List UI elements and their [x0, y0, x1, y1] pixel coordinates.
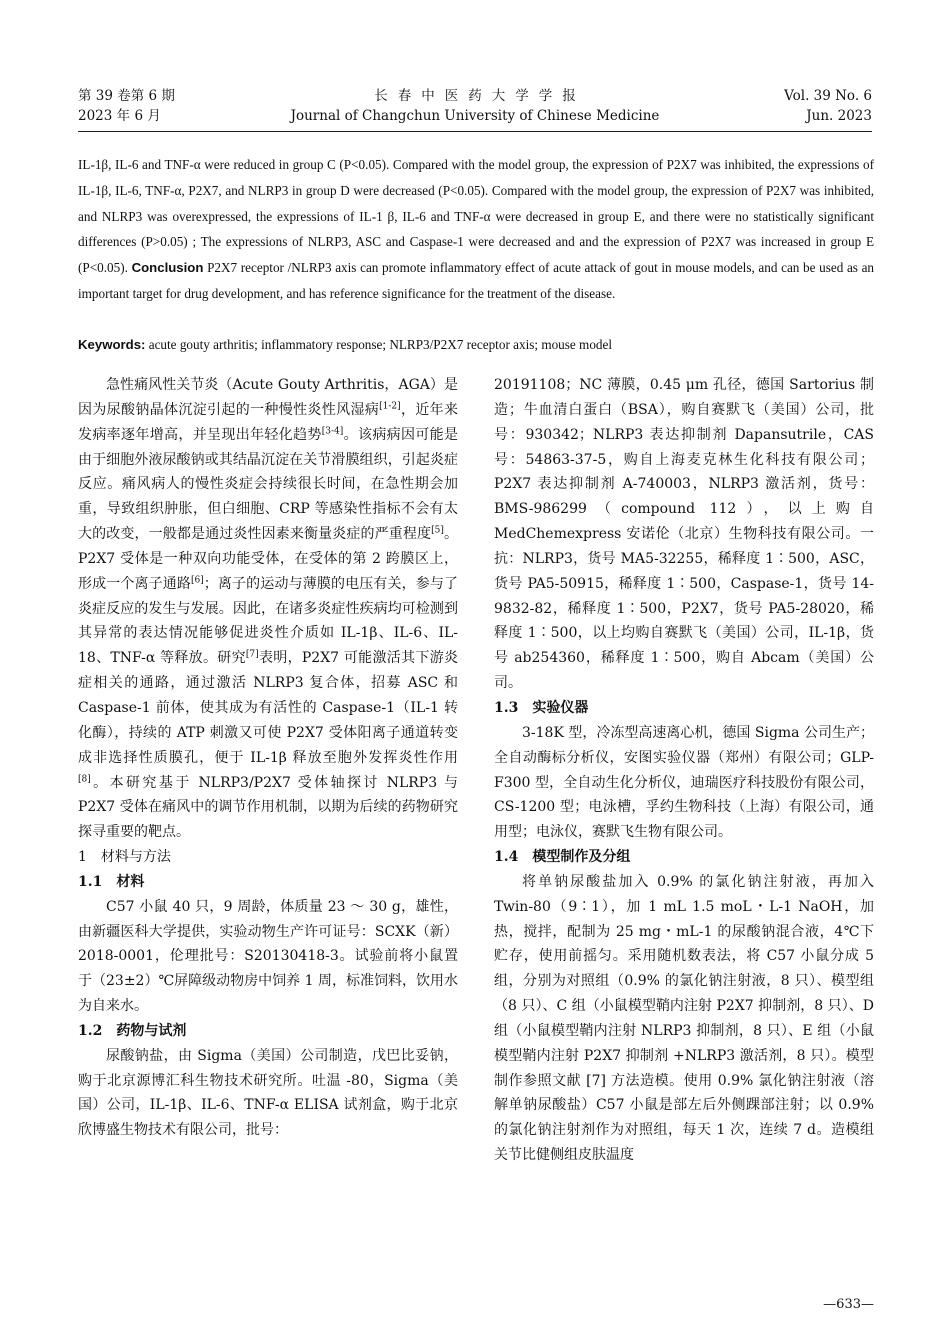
intro-text: ；离子的运动与薄膜的电压有关，参与了炎症反应的发生与发展。因此，在诸多炎症性疾病均可检测到其异常的表达情况能够促进炎性介质如 IL-1β、IL-6、IL-18、TNF-α 等释放。研究 [78, 575, 459, 667]
citation: [1-2] [379, 401, 401, 412]
citation: [6] [191, 575, 204, 586]
intro-text: 表明，P2X7 可能激活其下游炎症相关的通路，通过激活 NLRP3 复合体，招募 ASC 和 Caspase-1 前体，使其成为有活性的 Caspase-1（IL-1 转化酶），持续的 ATP 刺激又可使 P2X7 受体阳离子通道转变成非选择性质膜孔，便于 IL-1β 释放至胞外发挥炎性作用 [78, 650, 459, 766]
intro-text: 。P2X7 受体是一种双向功能受体，在受体的第 2 跨膜区上，形成一个离子通路 [78, 526, 458, 592]
section-heading-1: 1 材料与方法 [78, 849, 171, 866]
intro-paragraph [78, 373, 458, 845]
conclusion-text: P2X7 receptor /NLRP3 axis can promote inflammatory effect of acute attack of gout in mouse models, and can be used as an important target for drug development, and has reference significance for the treatment of the disease. [78, 260, 875, 301]
citation: [7] [245, 649, 259, 660]
intro-text: 急性痛风性关节炎（Acute Gouty Arthritis，AGA）是因为尿酸钠晶体沉淀引起的一种慢性炎性风湿病 [78, 377, 458, 418]
date-en: Jun. 2023 [806, 108, 872, 124]
keywords [78, 334, 874, 356]
keywords-text: acute gouty arthritis; inflammatory response; NLRP3/P2X7 receptor axis; mouse model [148, 337, 613, 352]
date-cn: 2023 年 6 月 [78, 108, 161, 124]
abstract-body: IL-1β, IL-6 and TNF-α were reduced in group C (P<0.05). Compared with the model group, the expression of P2X7 was inhibited, the expressions of IL-1β, IL-6, TNF-α, P2X7, and NLRP3 in group D were decreased (P<0.05). Compared with the model group, the expression of P2X7 was inhibited, and NLRP3 was overexpressed, the expressions of IL-1 β, IL-6 and TNF-α were decreased in group E, and there were no statistically significant differences (P>0.05) ; The expressions of NLRP3, ASC and Caspase-1 were decreased and and the expression of P2X7 was increased in group E (P<0.05). [78, 157, 874, 276]
right-column [494, 373, 874, 1168]
section-heading-1-3: 1.3 实验仪器 [494, 699, 589, 716]
abstract [78, 152, 874, 307]
citation: [3-4] [321, 426, 344, 437]
paragraph-1-3: 3-18K 型，冷冻型高速离心机，德国 Sigma 公司生产；全自动酶标分析仪，安图实验仪器（郑州）有限公司；GLP-F300 型，全自动生化分析仪，迪瑞医疗科技股份有限公司，CS-1200 型；电泳槽，孚约生物科技（上海）有限公司，通用型；电泳仪，赛默飞生物有限公司。 [494, 724, 874, 841]
journal-title-cn: 长春中医药大学学报 [374, 88, 586, 104]
issue-cn: 第 39 卷第 6 期 [78, 88, 175, 104]
paragraph-1-1: C57 小鼠 40 只，9 周龄，体质量 23 ～ 30 g，雄性，由新疆医科大学提供，实验动物生产许可证号：SCXK（新）2018-0001，伦理批号：S20130418-3。试验前将小鼠置于（23±2）℃屏障级动物房中饲养 1 周，标准饲料，饮用水为自来水。 [78, 898, 458, 1015]
running-header [78, 86, 872, 130]
header-right [784, 86, 872, 126]
intro-text: 。本研究基于 NLRP3/P2X7 受体轴探讨 NLRP3 与 P2X7 受体在痛风中的调节作用机制，以期为后续的药物研究探寻重要的靶点。 [78, 774, 458, 841]
header-rule [78, 131, 872, 132]
left-column [78, 373, 458, 1143]
intro-text: ，近年来发病率逐年增高，并呈现出年轻化趋势 [78, 401, 459, 443]
paragraph-1-2: 尿酸钠盐，由 Sigma（美国）公司制造，戊巴比妥钠，购于北京源博汇科生物技术研究所。吐温 -80，Sigma（美国）公司，IL-1β、IL-6、TNF-α ELISA 试剂盒，购于北京欣博盛生物技术有限公司，批号： [78, 1047, 458, 1139]
header-center [78, 86, 872, 126]
paragraph-1-2-continued: 20191108；NC 薄膜，0.45 μm 孔径，德国 Sartorius 制造；牛血清白蛋白（BSA），购自赛默飞（美国）公司，批号：930342；NLRP3 表达抑制剂 Dapansutrile，CAS 号：54863-37-5，购自上海麦克林生化科技有限公司；P2X7 表达抑制剂 A-740003，NLRP3 激活剂，货号：BMS-986299（compound 112），以上购自 MedChemexpress 安诺伦（北京）生物科技有限公司。一抗：NLRP3，货号 MA5-32255，稀释度 1∶500，ASC，货号 PA5-50915，稀释度 1∶500，Caspase-1，货号 14-9832-82，稀释度 1∶500，P2X7，货号 PA5-28020，稀释度 1∶500，以上均购自赛默飞（美国）公司，IL-1β，货号 ab254360，稀释度 1∶500，购自 Abcam（美国）公司。 [494, 377, 874, 692]
page-number: —633— [823, 1297, 874, 1312]
citation: [5] [431, 525, 444, 536]
keywords-label: Keywords: [78, 337, 146, 352]
paragraph-1-4: 将单钠尿酸盐加入 0.9% 的氯化钠注射液，再加入 Twin-80（9∶1），加 1 mL 1.5 moL・L-1 NaOH，加热，搅拌，配制为 25 mg・mL-1 的尿酸钠混合液，4℃下贮存，使用前摇匀。采用随机数表法，将 C57 小鼠分成 5 组，分别为对照组（0.9% 的氯化钠注射液，8 只）、模型组（8 只）、C 组（小鼠模型鞘内注射 P2X7 抑制剂，8 只）、D 组（小鼠模型鞘内注射 NLRP3 抑制剂，8 只）、E 组（小鼠模型鞘内注射 P2X7 抑制剂 +NLRP3 激活剂，8 只）。模型制作参照文献 [7] 方法造模。使用 0.9% 氯化钠注射液（溶解单钠尿酸盐）C57 小鼠是部左后外侧踝部注射；以 0.9% 的氯化钠注射剂作为对照组，每天 1 次，连续 7 d。造模组关节比健侧组皮肤温度 [494, 873, 874, 1164]
citation: [8] [78, 773, 91, 784]
issue-en: Vol. 39 No. 6 [784, 88, 872, 104]
journal-title-en: Journal of Changchun University of Chinese Medicine [290, 108, 660, 124]
section-heading-1-4: 1.4 模型制作及分组 [494, 849, 631, 866]
conclusion-label: Conclusion [131, 260, 204, 276]
intro-text: 。该病病因可能是由于细胞外液尿酸钠或其结晶沉淀在关节滑膜组织，引起炎症反应。痛风病人的慢性炎症会持续很长时间，在急性期会加重，导致组织肿胀，但白细胞、CRP 等感染性指标不会有太大的改变，一般都是通过炎性因素来衡量炎症的严重程度 [78, 426, 459, 543]
section-heading-1-1: 1.1 材料 [78, 873, 145, 890]
section-heading-1-2: 1.2 药物与试剂 [78, 1022, 187, 1039]
